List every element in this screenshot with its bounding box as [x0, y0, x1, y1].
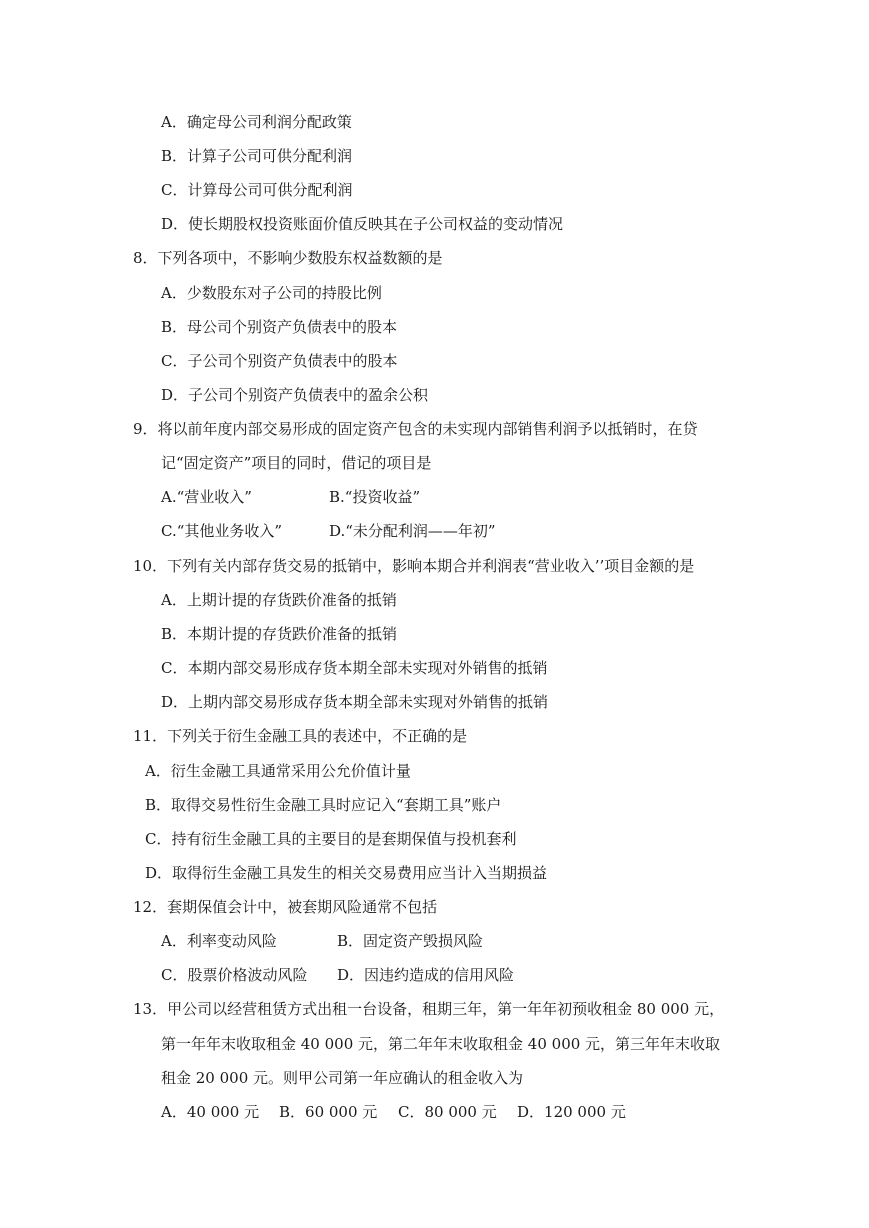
- q11-option-d: D．取得衍生金融工具发生的相关交易费用应当计入当期损益: [145, 864, 548, 882]
- q11-option-c: C．持有衍生金融工具的主要目的是套期保值与投机套利: [145, 830, 517, 848]
- q13-option-d: D．120 000 元: [517, 1103, 626, 1121]
- q11-stem: 11．下列关于衍生金融工具的表述中，不正确的是: [133, 727, 468, 745]
- q7-option-a: A．确定母公司利润分配政策: [161, 113, 352, 131]
- q10-stem: 10．下列有关内部存货交易的抵销中，影响本期合并利润表“营业收入’’项目金额的是: [133, 557, 695, 575]
- q12-option-b: B．固定资产毁损风险: [337, 932, 484, 950]
- q12-option-c: C．股票价格波动风险: [161, 966, 308, 984]
- q9-stem-line1: 9．将以前年度内部交易形成的固定资产包含的未实现内部销售利润予以抵销时，在贷: [133, 420, 698, 438]
- q10-option-b: B．本期计提的存货跌价准备的抵销: [161, 625, 398, 643]
- q8-option-b: B．母公司个别资产负债表中的股本: [161, 318, 398, 336]
- q8-option-a: A．少数股东对子公司的持股比例: [161, 284, 382, 302]
- q7-option-d: D．使长期股权投资账面价值反映其在子公司权益的变动情况: [161, 215, 564, 233]
- q13-option-c: C．80 000 元: [398, 1103, 497, 1121]
- q12-option-d: D．因违约造成的信用风险: [337, 966, 515, 984]
- q9-option-b: B.“投资收益”: [329, 488, 421, 506]
- q12-stem: 12．套期保值会计中，被套期风险通常不包括: [133, 898, 438, 916]
- q7-option-c: C．计算母公司可供分配利润: [161, 181, 353, 199]
- q8-stem: 8．下列各项中，不影响少数股东权益数额的是: [133, 249, 443, 267]
- q8-option-c: C．子公司个别资产负债表中的股本: [161, 352, 398, 370]
- q10-option-a: A．上期计提的存货跌价准备的抵销: [161, 591, 397, 609]
- q13-option-b: B．60 000 元: [279, 1103, 378, 1121]
- q9-option-a: A.“营业收入”: [161, 488, 252, 506]
- q12-option-a: A．利率变动风险: [161, 932, 277, 950]
- q9-stem-line2: 记“固定资产”项目的同时，借记的项目是: [161, 454, 432, 472]
- q13-stem-line3: 租金 20 000 元。则甲公司第一年应确认的租金收入为: [161, 1069, 524, 1087]
- q13-stem-line1: 13．甲公司以经营租赁方式出租一台设备，租期三年，第一年年初预收租金 80 000 元，: [133, 1000, 725, 1018]
- q11-option-b: B．取得交易性衍生金融工具时应记入“套期工具”账户: [145, 796, 502, 814]
- q13-stem-line2: 第一年年末收取租金 40 000 元，第二年年末收取租金 40 000 元，第三年年末收取: [161, 1035, 721, 1053]
- q9-option-d: D.“未分配利润——年初”: [329, 522, 496, 540]
- q8-option-d: D．子公司个别资产负债表中的盈余公积: [161, 386, 429, 404]
- q10-option-d: D．上期内部交易形成存货本期全部未实现对外销售的抵销: [161, 693, 549, 711]
- q9-option-c: C.“其他业务收入”: [161, 522, 283, 540]
- q10-option-c: C．本期内部交易形成存货本期全部未实现对外销售的抵销: [161, 659, 548, 677]
- q11-option-a: A．衍生金融工具通常采用公允价值计量: [145, 762, 411, 780]
- q13-option-a: A．40 000 元: [161, 1103, 260, 1121]
- q7-option-b: B．计算子公司可供分配利润: [161, 147, 353, 165]
